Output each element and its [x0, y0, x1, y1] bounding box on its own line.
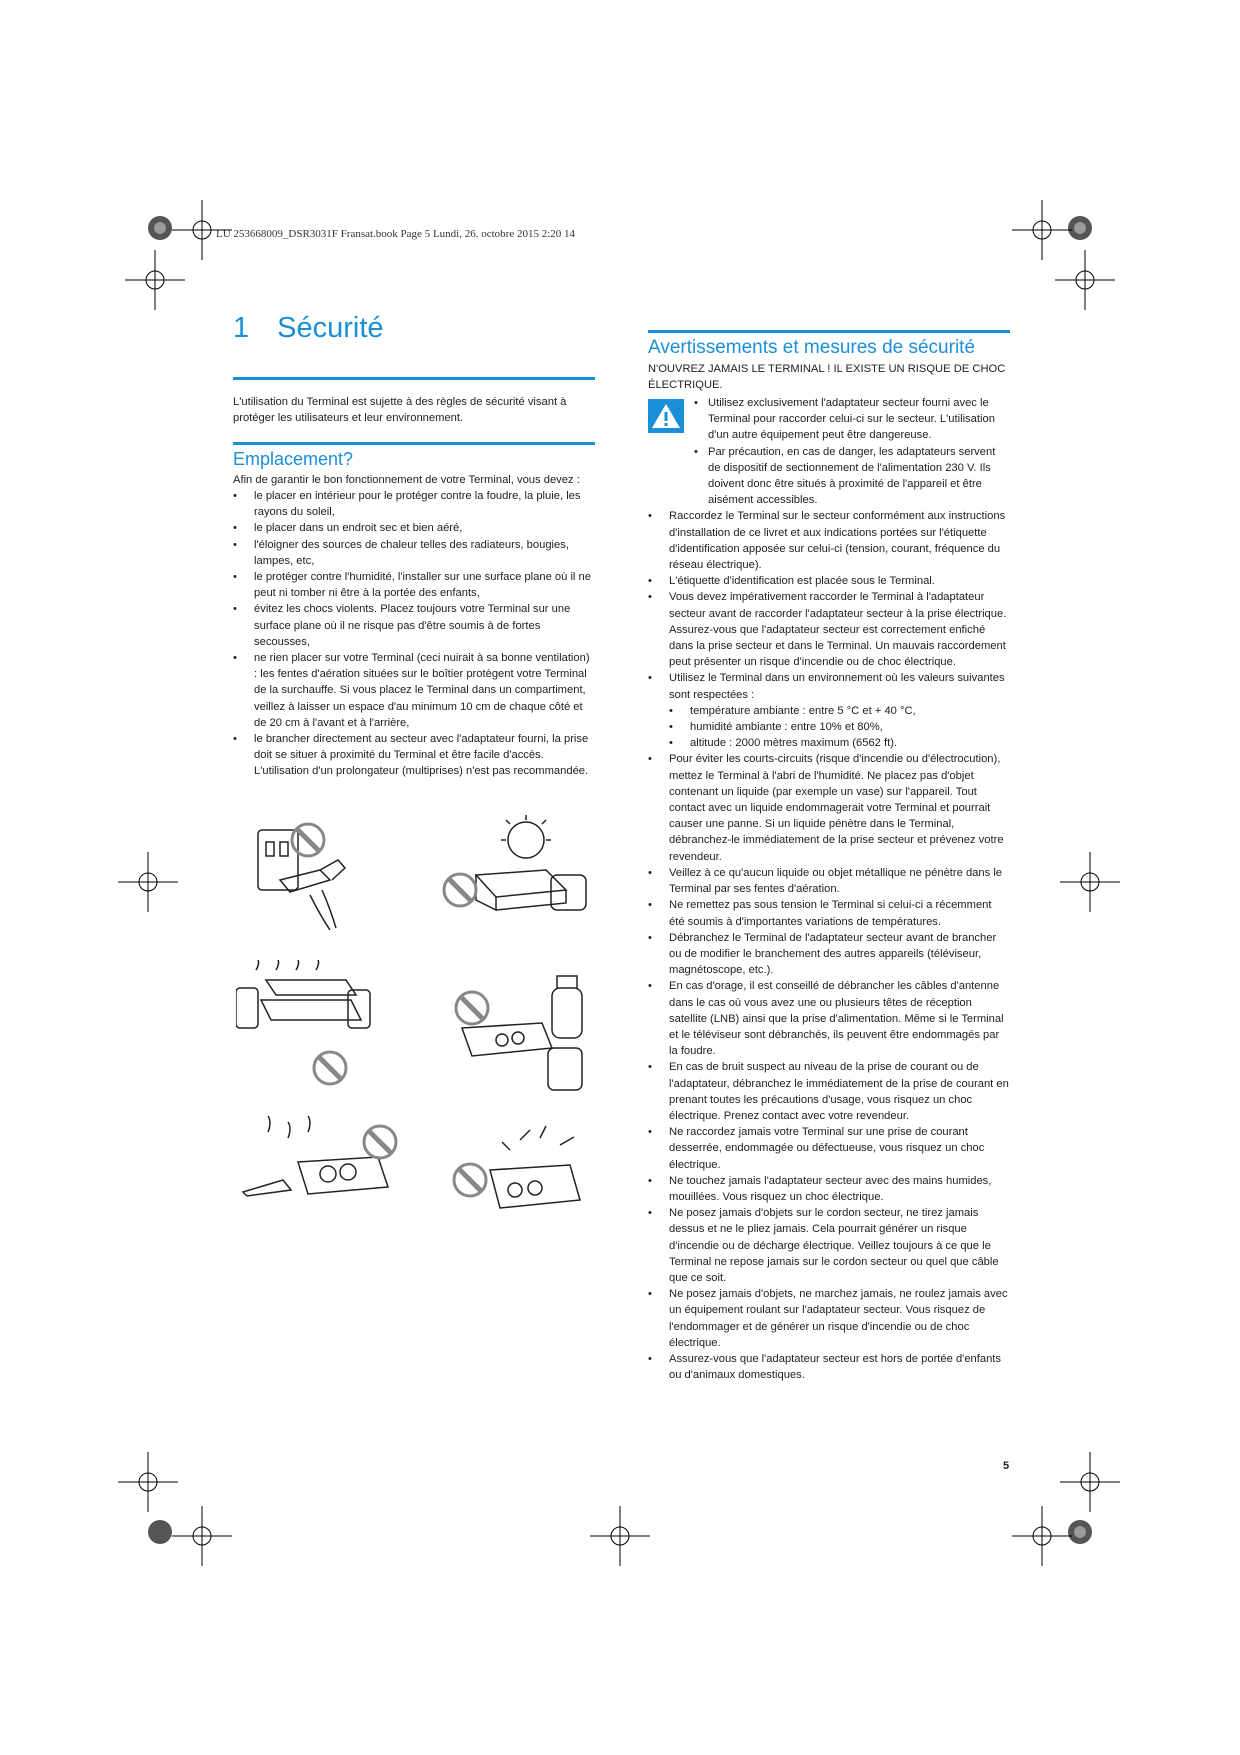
illustration-objects	[450, 1120, 600, 1255]
chapter-title-text: Sécurité	[277, 312, 384, 344]
cross-out-icon	[456, 992, 488, 1024]
list-item: • Par précaution, en cas de danger, les adaptateurs servent de dispositif de sectionnement de l'alimentation 230 V. Ils doivent donc être situés à proximité de l'appareil et être aisément accessibles.	[694, 444, 1010, 509]
list-item: • altitude : 2000 mètres maximum (6562 ft).	[669, 735, 1010, 751]
crosshair-mark-icon	[125, 250, 185, 310]
list-item: • Raccordez le Terminal sur le secteur conformément aux instructions d'installation de ce livret et aux indications portées sur l'étiquette d'identification apposée sur celui-ci (tension, courant, fréquence du réseau électrique).	[648, 508, 1010, 573]
illustration-stacked-heat	[236, 960, 376, 1095]
list-item: • ne rien placer sur votre Terminal (ceci nuirait à sa bonne ventilation) : les fentes d'aération situées sur le boîtier protègent votre Terminal de la surchauffe. Si vous placez le Terminal dans un compartiment, veillez à laisser un espace d'au minimum 10 cm de chaque côté et de 20 cm à l'avant et à l'arrière,	[233, 650, 595, 731]
cross-out-icon	[444, 874, 476, 906]
list-item: • humidité ambiante : entre 10% et 80%,	[669, 719, 1010, 735]
list-item	[648, 670, 1010, 751]
crosshair-mark-icon	[1055, 250, 1115, 310]
list-item: • Assurez-vous que l'adaptateur secteur est hors de portée d'enfants ou d'animaux domestiques.	[648, 1351, 1010, 1383]
list-item: • Ne posez jamais d'objets, ne marchez jamais, ne roulez jamais avec un équipement roulant sur l'adaptateur secteur. Vous risquez de l'endommager et de générer un risque d'incendie ou de choc électrique.	[648, 1286, 1010, 1351]
cross-out-icon	[314, 1052, 346, 1084]
list-item: • Ne remettez pas sous tension le Terminal si celui-ci a récemment été soumis à d'importantes variations de températures.	[648, 897, 1010, 929]
warning-triangle-icon	[648, 399, 684, 433]
page-number: 5	[1003, 1460, 1010, 1472]
list-item: • le placer dans un endroit sec et bien aéré,	[233, 520, 595, 536]
intro-paragraph: L'utilisation du Terminal est sujette à des règles de sécurité visant à protéger les utilisateurs et leur environnement.	[233, 396, 567, 424]
list-item: • température ambiante : entre 5 °C et + 40 °C,	[669, 703, 1010, 719]
print-header: LU 253668009_DSR3031F Fransat.book Page 5 Lundi, 26. octobre 2015 2:20 14	[216, 228, 576, 240]
crosshair-mark-icon	[1060, 1452, 1120, 1512]
section-title-avertissements: Avertissements et mesures de sécurité	[648, 330, 1010, 359]
env-values-list	[669, 703, 1010, 752]
crosshair-mark-icon	[1060, 852, 1120, 912]
crosshair-mark-icon	[590, 1506, 650, 1566]
list-item: • le placer en intérieur pour le protéger contre la foudre, la pluie, les rayons du soleil,	[233, 488, 595, 520]
avertissements-list	[648, 508, 1010, 1383]
list-item: • Pour éviter les courts-circuits (risque d'incendie ou d'électrocution), mettez le Terminal à l'abri de l'humidité. Ne placez pas d'objet contenant un liquide (par exemple un vase) sur l'appareil. Tout contact avec un liquide endommagerait votre Terminal et pourrait causer une panne. Si un liquide pénètre dans le Terminal, débranchez-le immédiatement de la prise secteur et prévenez votre revendeur.	[648, 751, 1010, 864]
emplacement-lead: Afin de garantir le bon fonctionnement de votre Terminal, vous devez :	[233, 474, 580, 486]
list-item: • le brancher directement au secteur avec l'adaptateur fourni, la prise doit se situer à proximité du Terminal et être facile d'accès. L'utilisation d'un prolongateur (multiprises) n'est pas recommandée.	[233, 731, 595, 780]
illustration-liquid	[238, 1112, 408, 1247]
list-item: • le protéger contre l'humidité, l'installer sur une surface plane où il ne peut ni tomber ni être à la portée des enfants,	[233, 569, 595, 601]
caps-warning: N'OUVREZ JAMAIS LE TERMINAL ! IL EXISTE UN RISQUE DE CHOC ÉLECTRIQUE.	[648, 363, 1006, 391]
list-item: • Ne posez jamais d'objets sur le cordon secteur, ne tirez jamais dessus et ne le pliez jamais. Cela pourrait générer un risque d'incendie ou de décharge électrique. Veillez toujours à ce que le Terminal ne repose jamais sur le cordon secteur ou quel que câble que ce soit.	[648, 1205, 1010, 1286]
list-item: • l'éloigner des sources de chaleur telles des radiateurs, bougies, lampes, etc,	[233, 537, 595, 569]
left-column	[233, 312, 595, 780]
warning-icon-list	[694, 395, 1010, 508]
illustration-sun-heat	[436, 815, 596, 950]
crosshair-mark-icon	[172, 1506, 232, 1566]
chapter-title	[233, 312, 595, 380]
list-item: • Veillez à ce qu'aucun liquide ou objet métallique ne pénètre dans le Terminal par ses fentes d'aération.	[648, 865, 1010, 897]
right-column	[648, 330, 1010, 1383]
section-title-emplacement: Emplacement?	[233, 442, 595, 470]
list-item: • En cas de bruit suspect au niveau de la prise de courant ou de l'adaptateur, débranchez le immédiatement de la prise de courant en prenant toutes les précautions d'usage, vous risquez un choc électrique. Prenez contact avec votre revendeur.	[648, 1059, 1010, 1124]
list-item: • évitez les chocs violents. Placez toujours votre Terminal sur une surface plane où il ne risque pas d'être soumis à de fortes secousses,	[233, 601, 595, 650]
crosshair-mark-icon	[118, 852, 178, 912]
cross-out-icon	[292, 824, 324, 856]
list-item: • Utilisez exclusivement l'adaptateur secteur fourni avec le Terminal pour raccorder celui-ci sur le secteur. L'utilisation d'un autre équipement peut être dangereuse.	[694, 395, 1010, 444]
warning-block	[648, 395, 1010, 508]
cross-out-icon	[454, 1164, 486, 1196]
cross-out-icon	[364, 1126, 396, 1158]
emplacement-list	[233, 488, 595, 780]
crosshair-mark-icon	[118, 1452, 178, 1512]
illustration-spray	[452, 968, 602, 1103]
list-item: • Ne raccordez jamais votre Terminal sur une prise de courant desserrée, endommagée ou défectueuse, vous risquez un choc électrique.	[648, 1124, 1010, 1173]
list-item: • Ne touchez jamais l'adaptateur secteur avec des mains humides, mouillées. Vous risquez un choc électrique.	[648, 1173, 1010, 1205]
chapter-number: 1	[233, 312, 250, 344]
crosshair-mark-icon	[1012, 1506, 1072, 1566]
illustration-socket	[250, 820, 360, 935]
list-item: • Débranchez le Terminal de l'adaptateur secteur avant de brancher ou de modifier le branchement des autres appareils (téléviseur, magnétoscope, etc.).	[648, 930, 1010, 979]
list-item-text: Utilisez le Terminal dans un environnement où les valeurs suivantes sont respectées :	[669, 672, 1005, 701]
list-item: • L'étiquette d'identification est placée sous le Terminal.	[648, 573, 1010, 589]
list-item: • Vous devez impérativement raccorder le Terminal à l'adaptateur secteur avant de raccorder l'adaptateur secteur à la prise électrique. Assurez-vous que l'adaptateur secteur est correctement enfiché dans la prise secteur et dans le Terminal. Un mauvais raccordement peut présenter un risque d'incendie ou de choc électrique.	[648, 589, 1010, 670]
list-item: • En cas d'orage, il est conseillé de débrancher les câbles d'antenne dans le cas où vous avez une ou plusieurs têtes de réception satellite (LNB) ainsi que la prise d'alimentation. Même si le Terminal et le téléviseur sont débranchés, ils peuvent être endommagés par la foudre.	[648, 978, 1010, 1059]
